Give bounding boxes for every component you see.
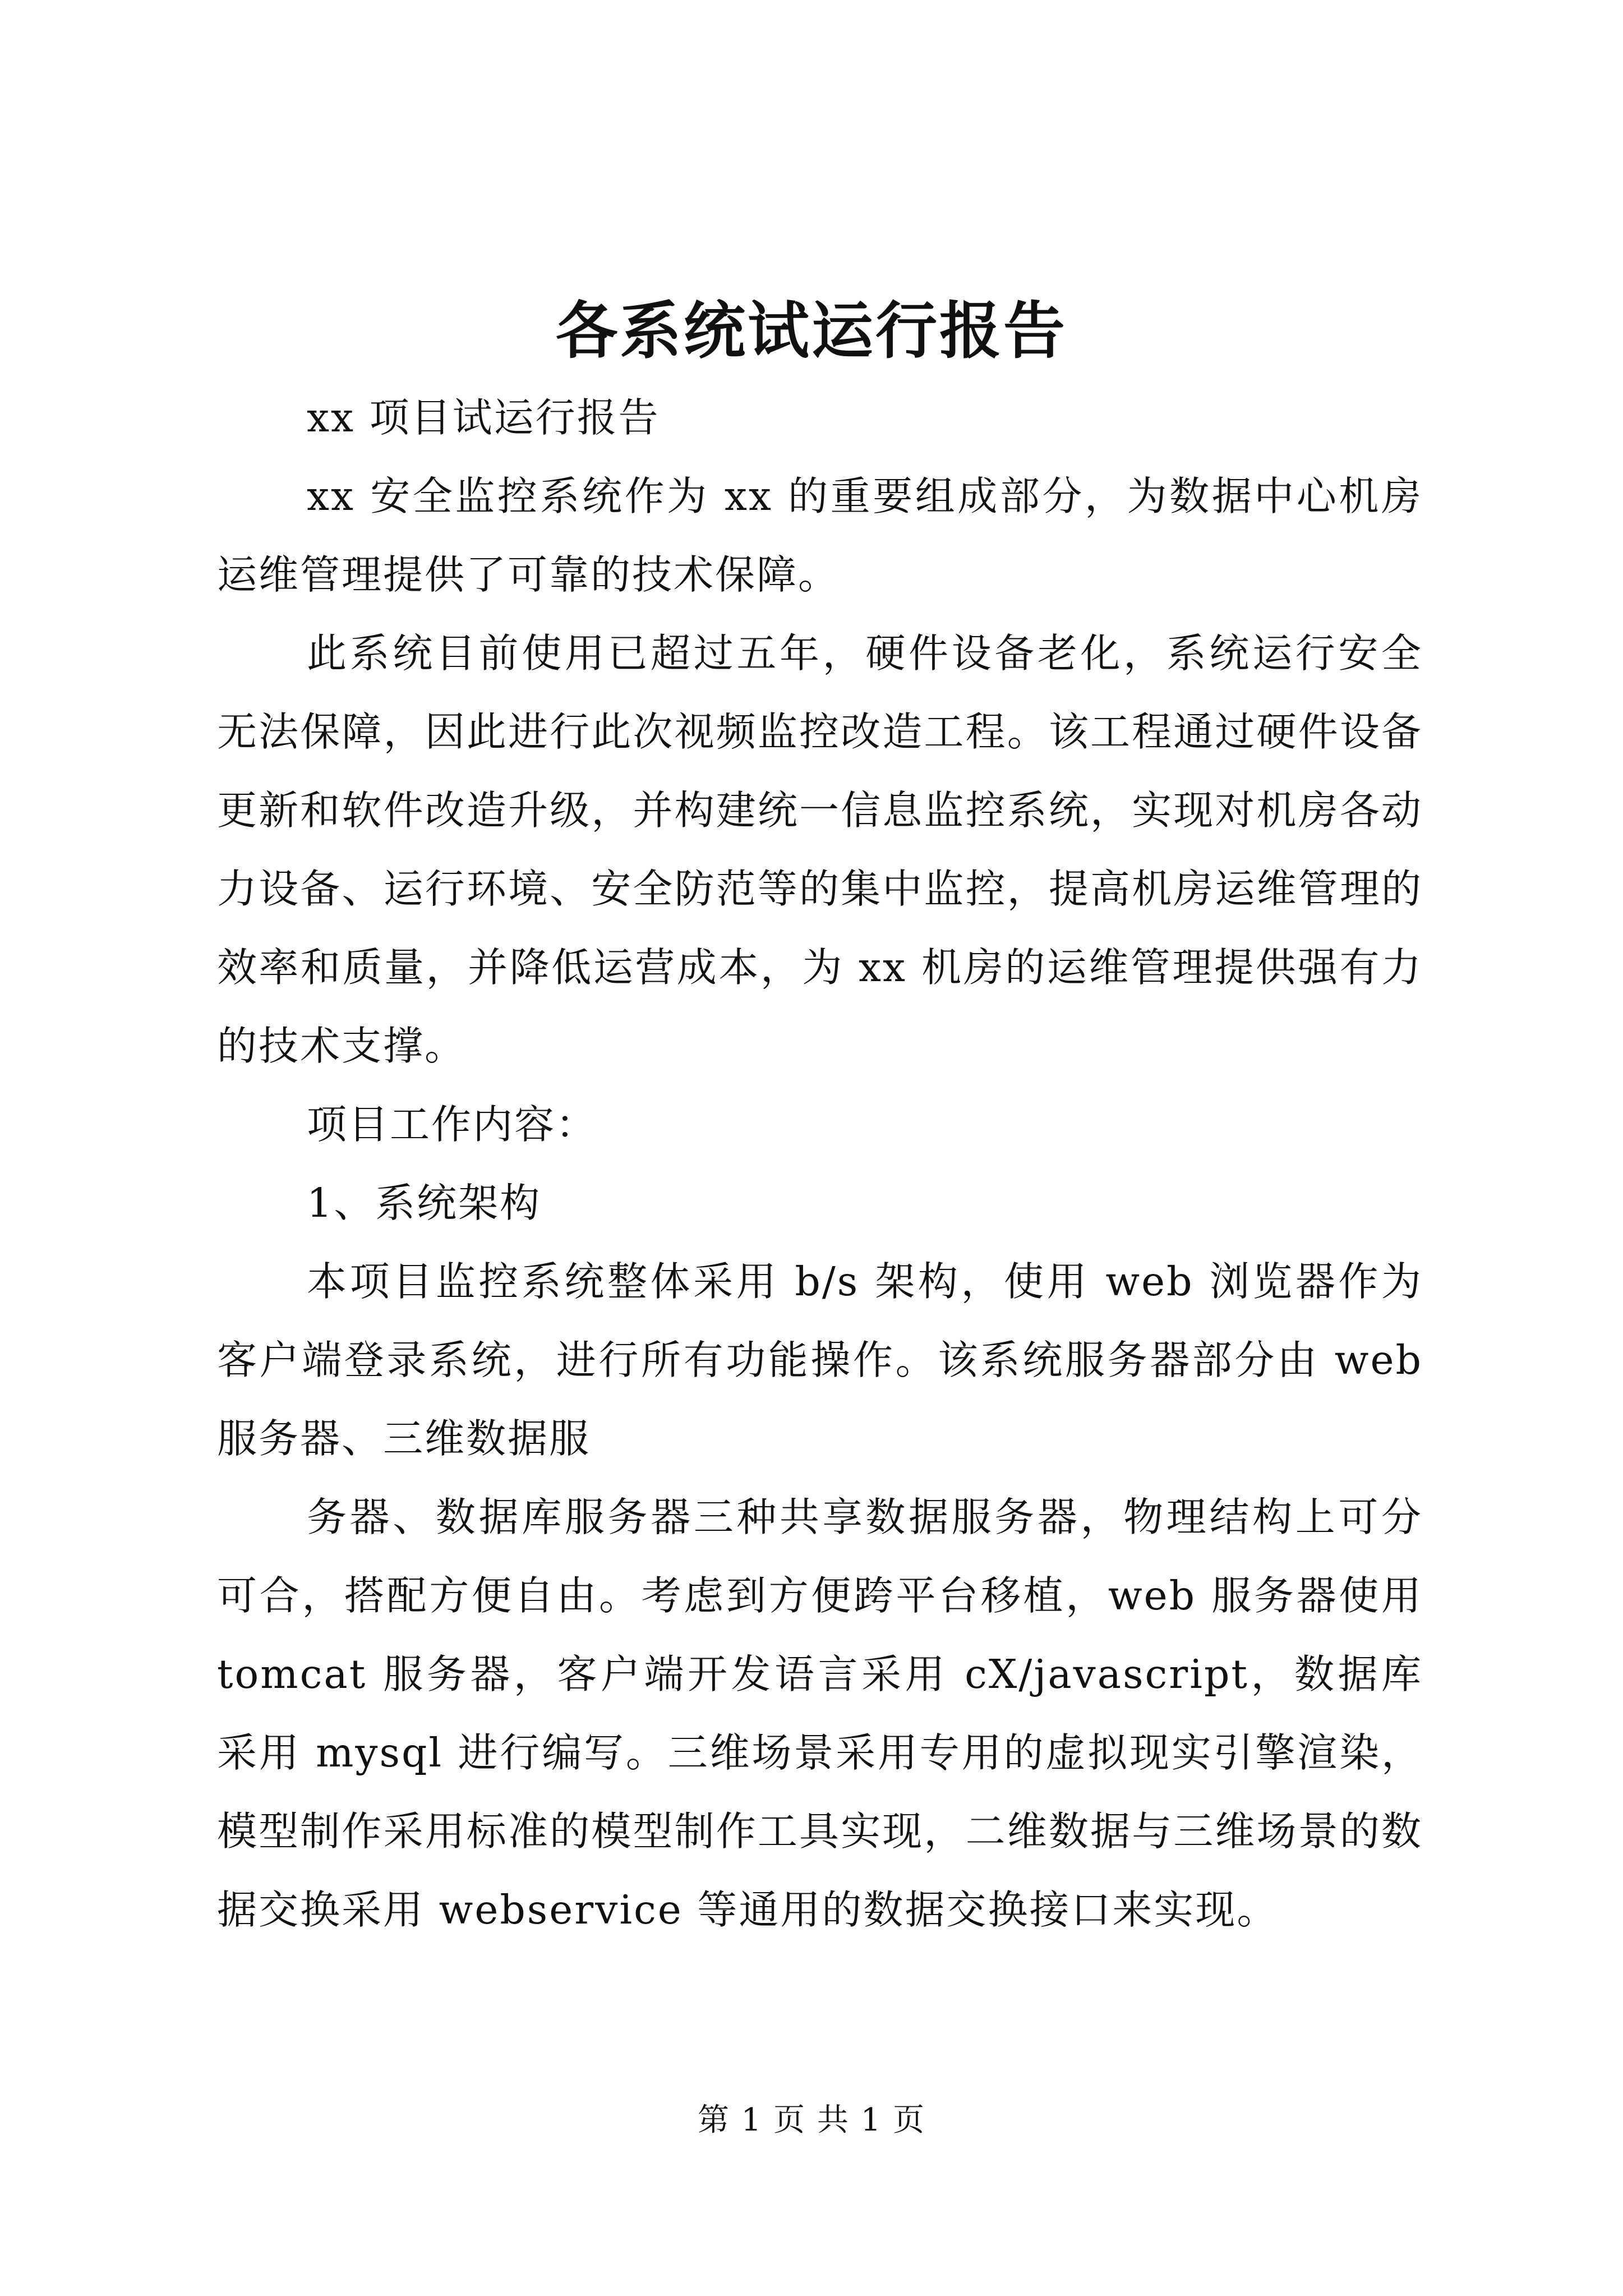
paragraph-intro: xx 安全监控系统作为 xx 的重要组成部分，为数据中心机房运维管理提供了可靠的技术保障。 — [217, 473, 1423, 598]
document-body — [217, 379, 1423, 1949]
page-footer: 第 1 页 共 1 页 — [697, 2102, 926, 2138]
paragraph-system-architecture-heading: 1、系统架构 — [307, 1180, 542, 1226]
paragraph-architecture-part-1: 本项目监控系统整体采用 b/s 架构，使用 web 浏览器作为客户端登录系统，进行所有功能操作。该系统服务器部分由 web 服务器、三维数据服 — [217, 1258, 1423, 1462]
paragraph-architecture-part-2: 务器、数据库服务器三种共享数据服务器，物理结构上可分可合，搭配方便自由。考虑到方便跨平台移植，web 服务器使用 tomcat 服务器，客户端开发语言采用 cX/javascript，数据库采用 mysql 进行编写。三维场景采用专用的虚拟现实引擎渲染，模型制作采用标准的模型制作工具实现，二维数据与三维场景的数据交换采用 webservice 等通用的数据交换接口来实现。 — [217, 1494, 1423, 1933]
document-title: 各系统试运行报告 — [556, 295, 1067, 367]
paragraph-background: 此系统目前使用已超过五年，硬件设备老化，系统运行安全无法保障，因此进行此次视频监控改造工程。该工程通过硬件设备更新和软件改造升级，并构建统一信息监控系统，实现对机房各动力设备、运行环境、安全防范等的集中监控，提高机房运维管理的效率和质量，并降低运营成本，为 xx 机房的运维管理提供强有力的技术支撑。 — [217, 630, 1423, 1069]
paragraph-project-heading: xx 项目试运行报告 — [307, 394, 660, 441]
paragraph-work-content-heading: 项目工作内容： — [307, 1101, 598, 1148]
